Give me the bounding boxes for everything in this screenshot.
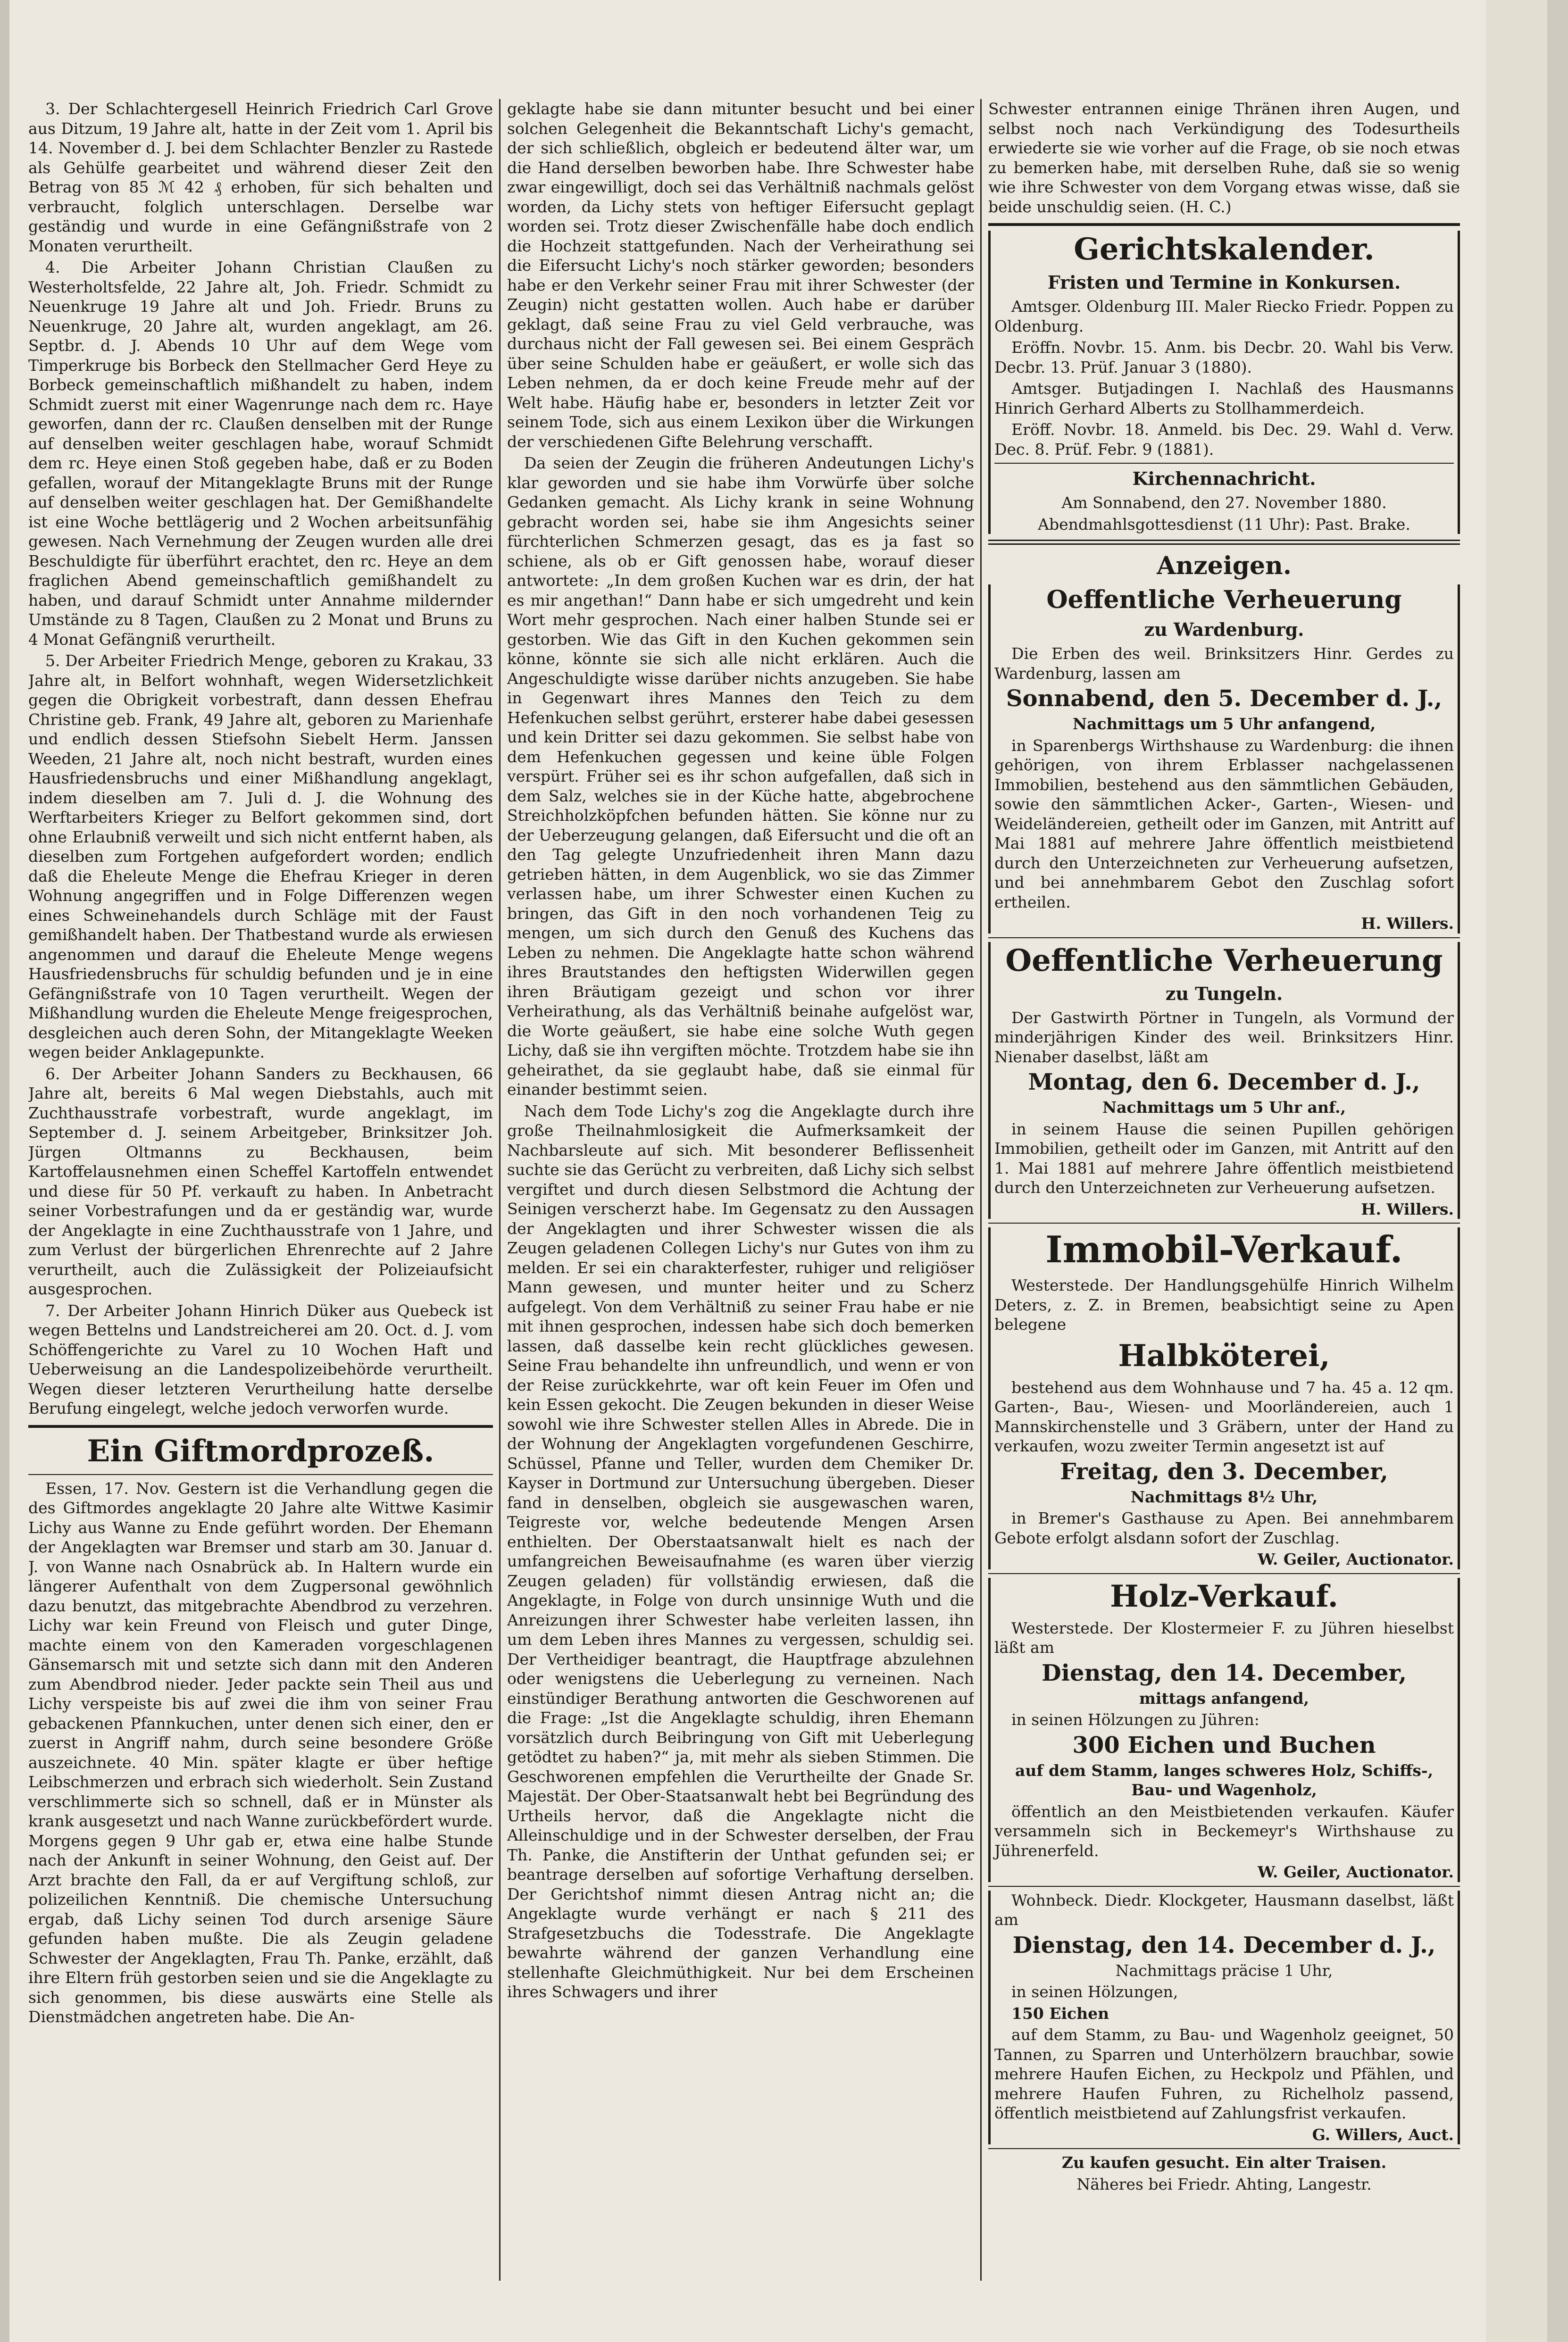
ad-date: Sonnabend, den 5. December d. J., [1006,685,1443,712]
ad-wohnbeck [988,1891,1460,2145]
ads-title: Anzeigen. [1157,551,1292,580]
ad-signature: H. Willers. [1361,914,1454,933]
ad-text: Der Gastwirth Pörtner in Tungeln, als Vormund der minderjährigen Kinder des weil. Brinksitzers Hinr. Nienaber daselbst, läßt am [994,1008,1454,1066]
ad-text: in seinem Hause die seinen Pupillen gehörigen Immobilien, getheilt oder im Ganzen, mit Antritt auf den 1. Mai 1881 auf mehrere Jahre öffentlich meistbietend durch den Unterzeichneten zur Verheuerung aufsetzen. [994,1119,1454,1197]
court-calendar-subtitle: Fristen und Termine in Konkursen. [1047,272,1401,293]
calendar-entry: Eröffn. Novbr. 15. Anm. bis Decbr. 20. Wahl bis Verw. Decbr. 13. Prüf. Januar 3 (1880). [994,338,1454,376]
section-divider [28,1425,493,1428]
section-divider [988,540,1460,545]
court-report-item: 4. Die Arbeiter Johann Christian Claußen zu Westerholtsfelde, 22 Jahre alt, Joh. Friedr. Schmidt zu Neuenkruge 19 Jahre alt und Joh. Friedr. Bruns zu Neuenkruge, 20 Jahre alt, wurden angeklagt, am 26. Septbr. d. J. Abends 10 Uhr auf dem Wege vom Timperkruge bis Borbeck den Stellmacher Gerd Heye zu Borbeck gemeinschaftlich mißhandelt zu haben, indem Schmidt zuerst mit einer Wagenrunge nach dem rc. Haye geworfen, dann der rc. Claußen denselben mit der Runge auf denselben weiter geschlagen habe, worauf Schmidt dem rc. Heye einen Stoß gegeben habe, daß er zu Boden gefallen, worauf der Mitangeklagte Bruns mit der Runge auf denselben weiter geschlagen hat. Der Gemißhandelte ist eine Woche bettlägerig und 2 Wochen arbeitsunfähig gewesen. Nach Vernehmung der Zeugen wurden alle drei Beschuldigte für überführt erachtet, den rc. Heye an dem fraglichen Abend gemeinschaftlich gemißhandelt zu haben, und darauf Schmidt unter Annahme mildernder Umstände zu 8 Tagen, Claußen zu 2 Monat und Bruns zu 4 Monat Gefängniß verurtheilt. [28,258,493,649]
ad-object-detail: auf dem Stamm, langes schweres Holz, Schiffs-, Bau- und Wagenholz, [1015,1761,1434,1799]
ad-text: auf dem Stamm, zu Bau- und Wagenholz geeignet, 50 Tannen, zu Sparren und Unterhölzern brauchbar, sowie mehrere Haufen Eichen, zu Heckpolz und Pfählen, und mehrere Haufen Fuhren, zu Richelholz passend, öffentlich meistbietend auf Zahlungsfrist verkaufen. [994,2025,1454,2122]
ad-place: zu Wardenburg. [1144,619,1304,640]
divider [988,1886,1460,1887]
ad-text: Westerstede. Der Handlungsgehülfe Hinrich Wilhelm Deters, z. Z. in Bremen, beabsichtigt seine zu Apen belegene [994,1276,1454,1334]
ad-text: in Sparenbergs Wirthshause zu Wardenburg: die ihnen gehörigen, von ihrem Erblasser nachgelassenen Immobilien, bestehend aus den sämmtlichen Gebäuden, sowie den sämmtlichen Acker-, Garten-, Wiesen- und Weideländereien, getheilt oder im Ganzen, mit Antritt auf Mai 1881 auf mehrere Jahre öffentlich meistbietend durch den Unterzeichneten zur Verheuerung aufsetzen, und bei annehmbarem Gebot den Zuschlag sofort ertheilen. [994,736,1454,911]
title-divider [28,1474,493,1475]
right-page-edge-shadow [1547,0,1568,2342]
divider [988,1573,1460,1574]
article-paragraph: Da seien der Zeugin die früheren Andeutungen Lichy's klar geworden und sie habe ihm Vorwürfe über solche Gedanken gemacht. Als Lichy krank in seine Wohnung gebracht worden sei, habe sie ihm Angesichts seiner fürchterlichen Schmerzen gesagt, das es ja fast so schiene, als ob er Gift genossen habe, worauf dieser antwortete: „In dem großen Kuchen war es drin, der hat es mir angethan!“ Dann habe er sich umgedreht und kein Wort mehr gesprochen. Nach einer halben Stunde sei er gestorben. Wie das Gift in den Kuchen gekommen sein könne, könnte sie sich alle nicht erklären. Auch die Angeschuldigte wisse darüber nichts anzugeben. Sie habe in Gegenwart ihres Mannes den Teich zu dem Hefenkuchen selbst gerührt, ersterer habe dabei gesessen und kein Dritter sei dazu gekommen. Sie selbst habe von dem Hefenkuchen gegessen und keine üble Folgen verspürt. Früher sei es ihr schon aufgefallen, daß sich in dem Salz, welches sie in der Küche hatte, abgebrochene Streichholzköpfchen befunden hätten. Sie könne nur zu der Ueberzeugung gelangen, daß Eifersucht und die oft an den Tag gelegte Unzufriedenheit ihren Mann dazu getrieben hätten, in dem Augenblick, wo sie das Zimmer verlassen habe, um ihrer Schwester einen Kuchen zu bringen, das Gift in den noch vorhandenen Teig zu mengen, um sich durch den Genuß des Kuchens das Leben zu nehmen. Die Angeklagte hatte schon während ihres Brautstandes den heftigsten Widerwillen gegen ihren Bräutigam gezeigt und schon vor ihrer Verheirathung, als das Verhältniß beinahe aufgelöst war, die Worte geäußert, sie habe eine solche Wuth gegen Lichy, daß sie ihn vergiften möchte. Trotzdem habe sie ihn geheirathet, da sie geglaubt habe, daß sie einmal für einander bestimmt seien. [507,454,974,1099]
ad-title: Oeffentliche Verheuerung [1005,942,1443,978]
ad-text: in Bremer's Gasthause zu Apen. Bei annehmbarem Gebote erfolgt alsdann sofort der Zuschlag. [994,1509,1454,1547]
column-1 [28,99,493,2285]
ad-title: Oeffentliche Verheuerung [1046,585,1402,614]
ad-text: in seinen Hölzungen, [1011,1983,1178,2001]
church-news-line: Am Sonnabend, den 27. November 1880. [1061,493,1387,512]
court-calendar-box [988,231,1460,534]
ad-text: bestehend aus dem Wohnhause und 7 ha. 45 a. 12 qm. Garten-, Bau-, Wiesen- und Moorländereien, auch 1 Mannskirchenstelle und 3 Gräbern, unter der Hand zu verkaufen, wozu zweiter Termin angesetzt ist auf [994,1378,1454,1455]
ad-time: Nachmittags präcise 1 Uhr, [1115,1961,1333,1980]
calendar-entry: Amtsger. Oldenburg III. Maler Riecko Friedr. Poppen zu Oldenburg. [994,297,1454,335]
church-news-title: Kirchennachricht. [1132,468,1316,489]
article-ending: Schwester entrannen einige Thränen ihren Augen, und selbst noch nach Verkündigung des Todesurtheils erwiederte sie wie vorher auf die Frage, ob sie noch etwas zu bemerken habe, mit derselben Ruhe, daß sie so wenig wie ihre Schwester von dem Vorgang etwas wisse, daß sie beide unschuldig seien. (H. C.) [988,100,1460,216]
ad-text: Die Erben des weil. Brinksitzers Hinr. Gerdes zu Wardenburg, lassen am [994,644,1454,683]
court-calendar-title: Gerichtskalender. [1074,232,1375,267]
article-body: Essen, 17. Nov. Gestern ist die Verhandlung gegen die des Giftmordes angeklagte 20 Jahre alte Wittwe Kasimir Lichy aus Wanne zu Ende geführt worden. Der Ehemann der Angeklagten war Bremser und starb am 30. Januar d. J. von Wanne nach Osnabrück ab. In Haltern wurde ein längerer Aufenthalt von dem Zugpersonal gewöhnlich dazu benutzt, das mitgebrachte Abendbrod zu verzehren. Lichy war kein Freund von Fleisch und guter Dinge, machte einem von den Kameraden vorgeschlagenen Gänsemarsch mit und setzte sich dann mit den Anderen zum Abendbrod nieder. Jeder packte sein Theil aus und Lichy verspeiste bis auf zwei die ihm von seiner Frau gebackenen Pfannkuchen, unter denen sich einer, den er zuerst in Angriff nahm, durch seine besondere Größe auszeichnete. 40 Min. später klagte er über heftige Leibschmerzen und erbrach sich wiederholt. Sein Zustand verschlimmerte sich so schnell, daß er in Münster als krank ausgesetzt und nach Wanne zurückbefördert wurde. Morgens gegen 9 Uhr gab er, etwa eine halbe Stunde nach der Ankunft in seiner Wohnung, den Geist auf. Der Arzt brachte den Fall, da er auf Vergiftung schloß, zur polizeilichen Kenntniß. Die chemische Untersuchung ergab, daß Lichy seinen Tod durch arsenige Säure gefunden haben mußte. Die als Zeugin geladene Schwester der Angeklagten, Frau Th. Panke, erzählt, daß ihre Eltern früh gestorben seien und sie die Angeklagte zu sich genommen, bis diese auswärts eine Stelle als Dienstmädchen angetreten habe. Die An- [28,1479,493,2026]
ad-signature: W. Geiler, Auctionator. [1257,1863,1454,1881]
ad-immobil [988,1227,1460,1569]
ad-time: mittags anfangend, [1139,1689,1309,1708]
court-report-item: 5. Der Arbeiter Friedrich Menge, geboren zu Krakau, 33 Jahre alt, in Belfort wohnhaft, wegen Widersetzlichkeit gegen die Obrigkeit vorbestraft, dann dessen Ehefrau Christine geb. Frank, 49 Jahre alt, geboren zu Marienhafe und endlich dessen Stiefsohn Siebelt Herm. Janssen Weeden, 21 Jahre alt, noch nicht bestraft, wurden eines Hausfriedensbruchs und einer Mißhandlung angeklagt, indem dieselben am 7. Juli d. J. die Wohnung des Werftarbeiters Krieger zu Belfort gekommen sind, dort ohne Erlaubniß verweilt und sich nicht entfernt haben, als dieselben zum Fortgehen aufgefordert worden; endlich daß die Eheleute Menge die Ehefrau Krieger in deren Wohnung angegriffen und in Folge Differenzen wegen eines Schweinehandels durch Schläge mit der Faust gemißhandelt haben. Der Thatbestand wurde als erwiesen angenommen und darauf die Eheleute Menge wegens Hausfriedensbruchs für schuldig befunden und je in eine Gefängnißstrafe von 10 Tagen verurtheilt. Wegen der Mißhandlung wurden die Eheleute Menge freigesprochen, desgleichen auch deren Sohn, der Mitangeklagte Weeken wegen beider Anklagepunkte. [28,651,493,1061]
ad-tungeln [988,942,1460,1219]
ad-title: Holz-Verkauf. [1110,1578,1338,1614]
article-continuation: geklagte habe sie dann mitunter besucht und bei einer solchen Gelegenheit die Bekanntschaft Lichy's gemacht, der sich schließlich, obgleich er bedeutend älter war, um die Hand derselben beworben habe. Ihre Schwester habe zwar eingewilligt, doch sei das Verhältniß nachmals gelöst worden, da Lichy stets von heftiger Eifersucht geplagt worden sei. Trotz dieser Zwischenfälle habe doch endlich die Hochzeit stattgefunden. Nach der Verheirathung sei die Eifersucht Lichy's noch stärker geworden; besonders habe er den Verkehr seiner Frau mit ihrer Schwester (der Zeugin) nicht gestatten wollen. Auch habe er darüber geklagt, daß seine Frau zu viel Geld verbrauche, was durchaus nicht der Fall gewesen sei. Bei einem Gespräch über seine Schulden habe er geäußert, er wolle sich das Leben nehmen, da er doch keine Freude mehr auf der Welt habe. Häufig habe er, besonders in letzter Zeit vor seinem Tode, sich aus einem Lexikon über die Wirkungen der verschiedenen Gifte Belehrung verschafft. [507,100,974,451]
column-rule [499,99,500,2281]
ad-date: Dienstag, den 14. December, [1042,1659,1407,1686]
ad-signature: W. Geiler, Auctionator. [1257,1550,1454,1568]
court-report-item: 7. Der Arbeiter Johann Hinrich Düker aus Quebeck ist wegen Bettelns und Landstreicherei am 20. Oct. d. J. vom Schöffengerichte zu Varel zu 10 Wochen Haft und Ueberweisung an die Landespolizeibehörde verurtheilt. Wegen dieser letzteren Verurtheilung hatte derselbe Berufung eingelegt, welche jedoch verworfen wurde. [28,1301,493,1417]
wanted-ad: Zu kaufen gesucht. Ein alter Traisen. [1061,2153,1387,2172]
court-report-item: 6. Der Arbeiter Johann Sanders zu Beckhausen, 66 Jahre alt, bereits 6 Mal wegen Diebstahls, auch mit Zuchthausstrafe vorbestraft, wurde angeklagt, im September d. J. seinem Arbeitgeber, Brinksitzer Joh. Jürgen Oltmanns zu Beckhausen, beim Kartoffelausnehmen einen Scheffel Kartoffeln entwendet und diese für 50 Pf. verkauft zu haben. In Anbetracht seiner Vorbestrafungen und da er geständig war, wurde der Angeklagte in eine Zuchthausstrafe von 1 Jahre, und zum Verlust der bürgerlichen Ehrenrechte auf 2 Jahre verurtheilt, auch die Zulässigkeit der Polizeiaufsicht ausgesprochen. [28,1064,493,1298]
ad-text: Wohnbeck. Diedr. Klockgeter, Hausmann daselbst, läßt am [994,1891,1454,1929]
ad-date: Montag, den 6. December d. J., [1028,1069,1420,1095]
article-title: Ein Giftmordprozeß. [87,1433,434,1469]
church-news-line: Abendmahlsgottesdienst (11 Uhr): Past. Brake. [1038,515,1410,533]
calendar-entry: Eröff. Novbr. 18. Anmeld. bis Dec. 29. Wahl d. Verw. Dec. 8. Prüf. Febr. 9 (1881). [994,420,1454,458]
column-2 [507,99,974,2285]
ad-object: 300 Eichen und Buchen [1072,1732,1376,1759]
wanted-ad-contact: Näheres bei Friedr. Ahting, Langestr. [1076,2175,1372,2193]
divider [988,1223,1460,1224]
ad-signature: H. Willers. [1361,1200,1454,1218]
ad-time: Nachmittags 8½ Uhr, [1130,1487,1318,1506]
ad-object: Halbköterei, [1118,1338,1330,1374]
divider [988,2148,1460,2149]
section-divider [988,223,1460,226]
ad-time: Nachmittags um 5 Uhr anf., [1102,1098,1346,1117]
ad-date: Dienstag, den 14. December d. J., [1012,1932,1436,1959]
article-paragraph: Nach dem Tode Lichy's zog die Angeklagte durch ihre große Theilnahmlosigkeit die Aufmerksamkeit der Nachbarsleute auf sich. Mit besonderer Beflissenheit suchte sie das Gerücht zu verbreiten, daß Lichy sich selbst vergiftet und durch diesen Selbstmord die Achtung der Seinigen verscherzt habe. Im Gegensatz zu den Aussagen der Angeklagten und ihrer Schwester wissen die als Zeugen geladenen Collegen Lichy's nur Gutes von ihm zu melden. Er sei ein charakterfester, ruhiger und religiöser Mann gewesen, und munter heiter und zu Scherz aufgelegt. Von dem Verhältniß zu seiner Frau habe er nie mit ihnen gesprochen, indessen habe sich doch bemerken lassen, daß dasselbe kein recht glückliches gewesen. Seine Frau behandelte ihn unfreundlich, und wenn er von der Reise zurückkehrte, war oft kein Feuer im Ofen und kein Essen gekocht. Die Zeugen bekunden in dieser Weise sowohl wie ihre Schwester stellen Alles in Abrede. Die in der Wohnung der Angeklagten vorgefundenen Geschirre, Schüssel, Pfanne und Teller, wurden dem Chemiker Dr. Kayser in Dortmund zur Untersuchung übergeben. Dieser fand in denselben, obgleich sie ausgewaschen waren, Teigreste vor, welche bedeutende Mengen Arsen enthielten. Der Oberstaatsanwalt hielt es nach der umfangreichen Beweisaufnahme (es waren über vierzig Zeugen geladen) für vollständig erwiesen, daß die Angeklagte, in Folge von durch unsinnige Wuth und die Anreizungen ihrer Schwester habe verleiten lassen, ihn um dem Leben ihres Mannes zu vergessen, schuldig sei. Der Vertheidiger beantragt, die Hauptfrage abzulehnen oder wenigstens die Ueberlegung zu verneinen. Nach einstündiger Berathung antworten die Geschworenen auf die Frage: „Ist die Angeklagte schuldig, ihren Ehemann vorsätzlich durch Beibringung von Gift mit Ueberlegung getödtet zu haben?“ ja, mit mehr als sieben Stimmen. Die Geschworenen empfehlen die Verurtheilte der Gnade Sr. Majestät. Der Ober-Staatsanwalt hebt bei Begründung des Urtheils hervor, daß die Angeklagte nicht die Alleinschuldige und in der Schwester derselben, der Frau Th. Panke, die Anstifterin der Unthat gefunden sei; er beantrage derselben auf sofortige Verhaftung derselben. Der Gerichtshof nimmt diesen Antrag nicht an; die Angeklagte wurde verhängt er nach § 211 des Strafgesetzbuchs die Todesstrafe. Die Angeklagte bewahrte während der ganzen Verhandlung eine stellenhafte Gleichmüthigkeit. Nur bei dem Erscheinen ihres Schwagers und ihrer [507,1101,974,2001]
ad-wardenburg [988,584,1460,933]
ad-date: Freitag, den 3. December, [1060,1458,1388,1485]
ad-text: öffentlich an den Meistbietenden verkaufen. Käufer versammeln sich in Beckemeyr's Wirthshause zu Jührenerfeld. [994,1802,1454,1860]
ad-text: in seinen Hölzungen zu Jühren: [1011,1710,1259,1729]
ad-time: Nachmittags um 5 Uhr anfangend, [1072,715,1376,733]
ad-text: Westerstede. Der Klostermeier F. zu Jühren hieselbst läßt am [994,1618,1454,1657]
left-page-edge [0,0,9,2342]
ad-object: 150 Eichen [1011,2004,1109,2023]
ad-place: zu Tungeln. [1165,983,1283,1004]
court-report-item: 3. Der Schlachtergesell Heinrich Friedrich Carl Grove aus Ditzum, 19 Jahre alt, hatte in der Zeit vom 1. April bis 14. November d. J. bei dem Schlachter Benzler zu Rastede als Gehülfe gearbeitet und während dieser Zeit den Betrag von 85 ℳ 42 ₰ erhoben, für sich behalten und verbraucht, folglich unterschlagen. Derselbe war geständig und wurde in eine Gefängnißstrafe von 2 Monaten verurtheilt. [28,100,493,255]
ad-signature: G. Willers, Auct. [1312,2125,1454,2144]
column-3 [988,99,1460,2285]
divider [988,937,1460,938]
ad-title: Immobil-Verkauf. [1045,1228,1403,1271]
ad-holz [988,1578,1460,1882]
column-rule [980,99,982,2281]
divider [994,463,1454,464]
calendar-entry: Amtsger. Butjadingen I. Nachlaß des Hausmanns Hinrich Gerhard Alberts zu Stollhammerdeich. [994,379,1454,417]
